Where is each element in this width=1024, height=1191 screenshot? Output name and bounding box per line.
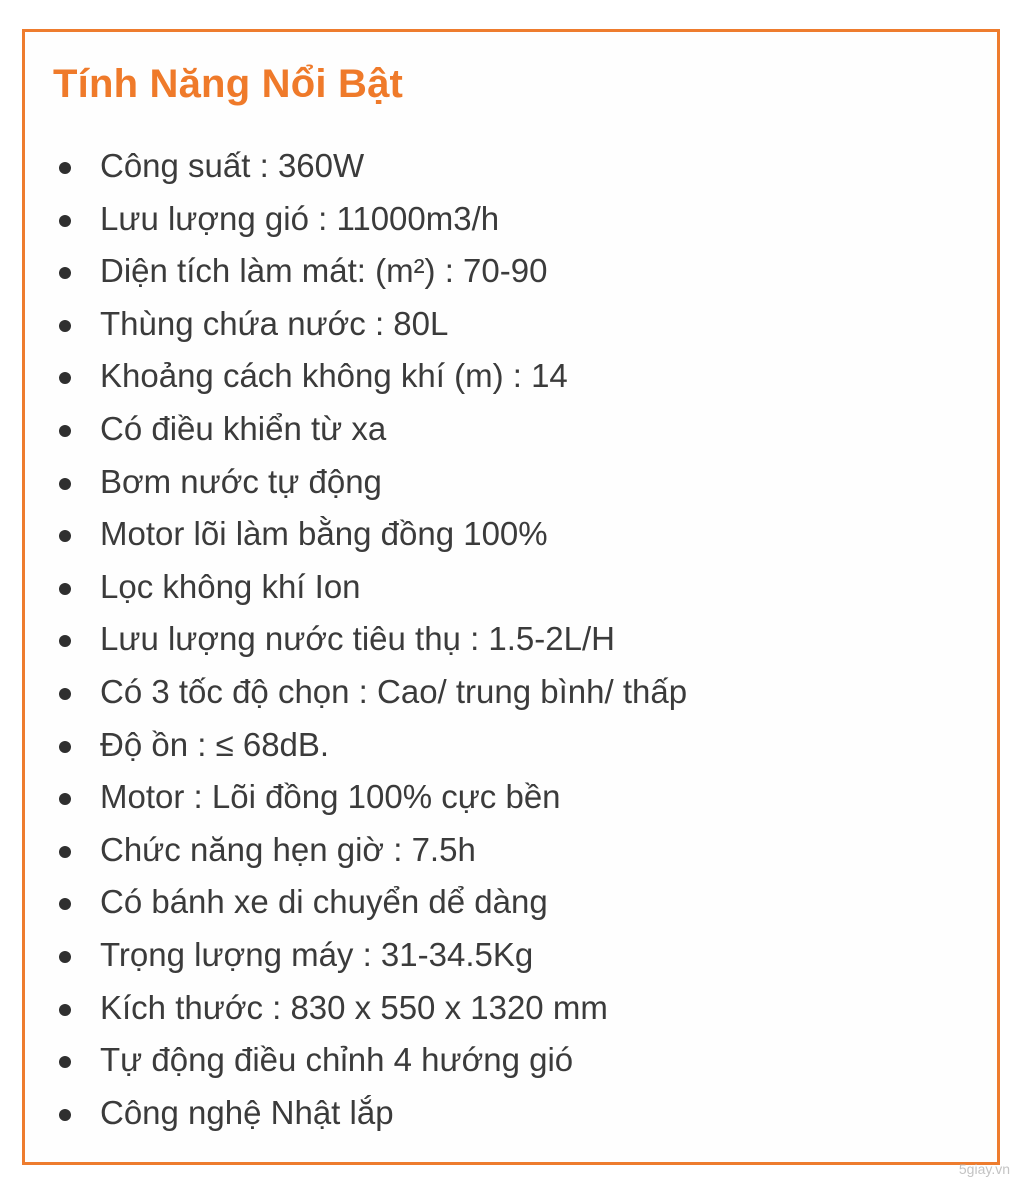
feature-text: Kích thước : 830 x 550 x 1320 mm xyxy=(100,988,608,1026)
feature-item xyxy=(25,1087,687,1140)
feature-text: Có bánh xe di chuyển dể dàng xyxy=(100,883,548,921)
feature-text: Chức năng hẹn giờ : 7.5h xyxy=(100,830,476,868)
bullet-icon xyxy=(59,1056,71,1068)
feature-item xyxy=(25,403,687,456)
feature-text: Bơm nước tự động xyxy=(100,462,382,500)
feature-text: Thùng chứa nước : 80L xyxy=(100,304,449,342)
feature-text: Motor lõi làm bằng đồng 100% xyxy=(100,515,548,553)
bullet-icon xyxy=(59,162,71,174)
feature-item xyxy=(25,719,687,772)
feature-text: Trọng lượng máy : 31-34.5Kg xyxy=(100,935,534,973)
feature-text: Khoảng cách không khí (m) : 14 xyxy=(100,357,568,395)
bullet-icon xyxy=(59,320,71,332)
bullet-icon xyxy=(59,1109,71,1121)
features-panel xyxy=(22,29,1000,1165)
feature-text: Lọc không khí Ion xyxy=(100,567,361,605)
feature-item xyxy=(25,929,687,982)
bullet-icon xyxy=(59,478,71,490)
feature-text: Có 3 tốc độ chọn : Cao/ trung bình/ thấp xyxy=(100,672,688,710)
feature-item xyxy=(25,193,687,246)
feature-text: Motor : Lõi đồng 100% cực bền xyxy=(100,778,561,816)
bullet-icon xyxy=(59,793,71,805)
feature-item xyxy=(25,982,687,1035)
bullet-icon xyxy=(59,688,71,700)
feature-item xyxy=(25,876,687,929)
bullet-icon xyxy=(59,372,71,384)
feature-item xyxy=(25,1034,687,1087)
feature-text: Lưu lượng nước tiêu thụ : 1.5-2L/H xyxy=(100,620,615,658)
feature-item xyxy=(25,456,687,509)
feature-item xyxy=(25,140,687,193)
bullet-icon xyxy=(59,635,71,647)
feature-item xyxy=(25,561,687,614)
feature-item xyxy=(25,298,687,351)
feature-item xyxy=(25,508,687,561)
feature-text: Công nghệ Nhật lắp xyxy=(100,1093,394,1131)
bullet-icon xyxy=(59,425,71,437)
feature-item xyxy=(25,350,687,403)
bullet-icon xyxy=(59,846,71,858)
section-title: Tính Năng Nổi Bật xyxy=(53,62,404,106)
feature-item xyxy=(25,771,687,824)
bullet-icon xyxy=(59,898,71,910)
bullet-icon xyxy=(59,530,71,542)
feature-item xyxy=(25,824,687,877)
bullet-icon xyxy=(59,951,71,963)
feature-text: Độ ồn : ≤ 68dB. xyxy=(100,725,330,763)
bullet-icon xyxy=(59,267,71,279)
feature-text: Có điều khiển từ xa xyxy=(100,409,387,447)
feature-item xyxy=(25,666,687,719)
bullet-icon xyxy=(59,1004,71,1016)
feature-list xyxy=(25,140,687,1139)
feature-text: Công suất : 360W xyxy=(100,147,365,184)
bullet-icon xyxy=(59,583,71,595)
watermark: 5giay.vn xyxy=(958,1161,1010,1177)
feature-text: Lưu lượng gió : 11000m3/h xyxy=(100,199,500,237)
bullet-icon xyxy=(59,215,71,227)
feature-item xyxy=(25,245,687,298)
feature-item xyxy=(25,613,687,666)
bullet-icon xyxy=(59,741,71,753)
feature-text: Tự động điều chỉnh 4 hướng gió xyxy=(100,1041,574,1079)
feature-text: Diện tích làm mát: (m²) : 70-90 xyxy=(100,252,548,290)
